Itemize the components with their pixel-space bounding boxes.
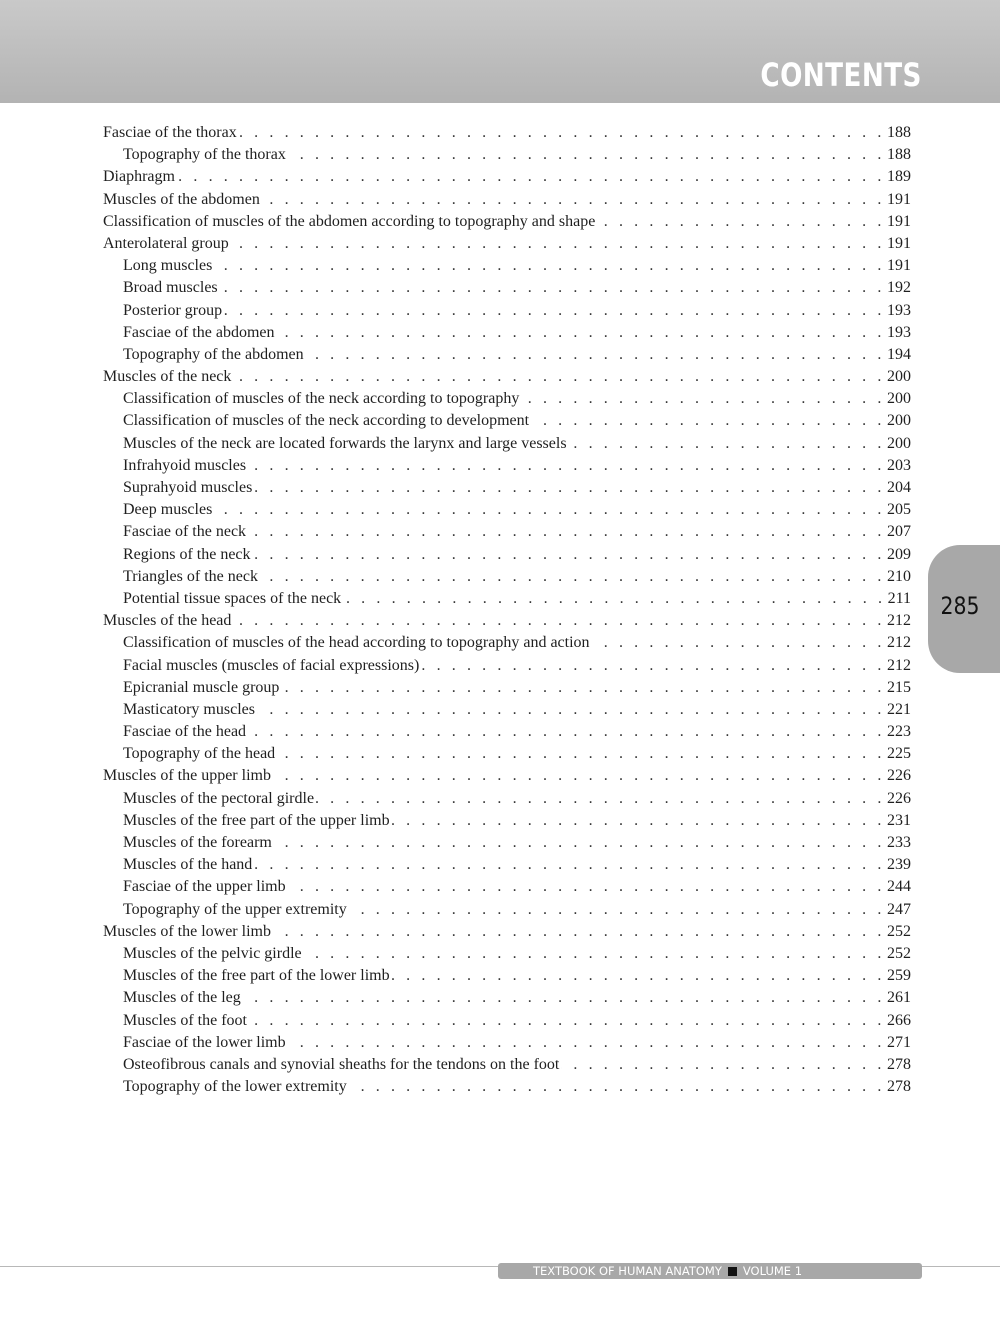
toc-entry [103, 1032, 911, 1054]
toc-entry-page: 221 [887, 700, 911, 718]
toc-dot-leader [274, 832, 885, 854]
toc-dot-leader [253, 544, 885, 566]
toc-entry [103, 189, 911, 211]
toc-dot-leader [288, 1032, 885, 1054]
toc-entry [103, 810, 911, 832]
toc-entry [103, 388, 911, 410]
toc-entry-page: 226 [887, 789, 911, 807]
toc-entry [103, 433, 911, 455]
toc-entry-page: 189 [887, 168, 911, 186]
toc-entry-page: 212 [887, 634, 911, 652]
toc-entry [103, 477, 911, 499]
toc-entry-title: Fasciae of the lower limb [123, 1033, 286, 1051]
toc-entry-page: 223 [887, 723, 911, 741]
toc-dot-leader [260, 566, 885, 588]
toc-entry [103, 899, 911, 921]
toc-entry [103, 921, 911, 943]
toc-entry [103, 300, 911, 322]
toc-dot-leader [214, 499, 885, 521]
toc-dot-leader [262, 189, 885, 211]
toc-entry-title: Muscles of the neck [103, 368, 232, 386]
toc-dot-leader [233, 610, 885, 632]
toc-dot-leader [306, 344, 885, 366]
toc-entry [103, 655, 911, 677]
toc-entry-page: 204 [887, 479, 911, 496]
toc-dot-leader [214, 255, 885, 277]
toc-entry [103, 721, 911, 743]
toc-entry-page: 239 [887, 856, 911, 874]
toc-dot-leader [349, 899, 885, 921]
footer-book-title: TEXTBOOK OF HUMAN ANATOMY [533, 1264, 722, 1278]
toc-entry-title: Muscles of the upper limb [103, 767, 271, 785]
toc-entry [103, 1054, 911, 1076]
toc-entry-page: 191 [887, 234, 911, 252]
toc-dot-leader [569, 433, 885, 455]
toc-entry-page: 212 [887, 612, 911, 630]
toc-entry-page: 192 [887, 279, 911, 297]
toc-dot-leader [392, 965, 885, 987]
toc-entry [103, 832, 911, 854]
toc-entry-page: 205 [887, 501, 911, 519]
toc-entry-title: Fasciae of the upper limb [123, 878, 286, 896]
toc-entry-page: 193 [887, 323, 911, 341]
toc-dot-leader [304, 943, 885, 965]
toc-entry-page: 226 [887, 767, 911, 785]
toc-dot-leader [597, 211, 885, 233]
toc-dot-leader [254, 477, 885, 499]
toc-entry [103, 366, 911, 388]
toc-entry [103, 854, 911, 876]
toc-entry [103, 699, 911, 721]
toc-entry-page: 193 [887, 301, 911, 319]
toc-dot-leader [288, 144, 885, 166]
toc-entry-page: 203 [887, 456, 911, 474]
square-bullet-icon [728, 1267, 737, 1276]
toc-entry [103, 322, 911, 344]
toc-entry [103, 788, 911, 810]
toc-dot-leader [248, 721, 885, 743]
toc-dot-leader [281, 677, 885, 699]
toc-entry [103, 765, 911, 787]
toc-entry-title: Muscles of the pectoral girdle [123, 789, 315, 807]
toc-entry [103, 1010, 911, 1032]
toc-entry-page: 191 [887, 190, 911, 208]
toc-entry [103, 677, 911, 699]
toc-entry-title: Muscles of the pelvic girdle [123, 944, 302, 962]
page-title: CONTENTS [760, 56, 922, 94]
toc-dot-leader [248, 521, 885, 543]
toc-entry-page: 191 [887, 257, 911, 275]
toc-entry [103, 610, 911, 632]
toc-entry-title: Muscles of the abdomen [103, 190, 260, 208]
toc-entry-title: Topography of the thorax [123, 146, 286, 164]
toc-dot-leader [273, 765, 885, 787]
toc-dot-leader [254, 854, 885, 876]
toc-entry-page: 252 [887, 922, 911, 940]
toc-dot-leader [239, 122, 885, 144]
toc-entry-page: 200 [887, 434, 911, 452]
toc-entry-title: Muscles of the free part of the lower limb [123, 967, 390, 985]
toc-entry-title: Infrahyoid muscles [123, 456, 247, 474]
toc-entry-page: 209 [887, 545, 911, 563]
toc-entry-title: Classification of muscles of the neck according to development [123, 412, 530, 430]
toc-entry-page: 207 [887, 523, 911, 541]
toc-dot-leader [561, 1054, 885, 1076]
toc-entry [103, 566, 911, 588]
toc-entry-page: 210 [887, 567, 911, 585]
toc-entry [103, 166, 911, 188]
toc-entry [103, 965, 911, 987]
toc-entry-title: Topography of the lower extremity [123, 1078, 347, 1096]
toc-entry-page: 252 [887, 944, 911, 962]
toc-dot-leader [592, 632, 885, 654]
toc-entry-title: Anterolateral group [103, 234, 229, 252]
toc-entry-title: Topography of the abdomen [123, 345, 304, 363]
toc-dot-leader [273, 921, 885, 943]
toc-entry-title: Deep muscles [123, 501, 213, 519]
toc-entry [103, 344, 911, 366]
toc-entry-title: Classification of muscles of the neck according to topography [123, 390, 520, 408]
toc-entry-title: Diaphragm [103, 168, 175, 186]
toc-entry-page: 200 [887, 368, 911, 386]
toc-entry-title: Fasciae of the abdomen [123, 323, 275, 341]
toc-dot-leader [343, 588, 885, 610]
toc-entry [103, 122, 911, 144]
toc-entry-title: Long muscles [123, 257, 213, 275]
toc-dot-leader [421, 655, 885, 677]
toc-dot-leader [257, 699, 885, 721]
toc-entry-title: Muscles of the hand [123, 856, 253, 874]
toc-entry [103, 1076, 911, 1098]
toc-dot-leader [316, 788, 885, 810]
toc-dot-leader [277, 743, 885, 765]
toc-entry-title: Fasciae of the thorax [103, 124, 237, 141]
toc-entry-page: 211 [887, 589, 911, 607]
toc-entry-title: Muscles of the lower limb [103, 922, 271, 940]
toc-entry [103, 277, 911, 299]
toc-entry-title: Fasciae of the head [123, 723, 247, 741]
toc-dot-leader [277, 322, 886, 344]
toc-entry-title: Muscles of the forearm [123, 834, 272, 851]
toc-entry-page: 261 [887, 989, 911, 1007]
toc-entry-page: 188 [887, 124, 911, 141]
toc-entry-page: 200 [887, 390, 911, 408]
table-of-contents [103, 122, 911, 1098]
toc-entry [103, 588, 911, 610]
toc-entry-page: 191 [887, 212, 911, 230]
toc-entry-page: 194 [887, 345, 911, 363]
toc-entry-page: 215 [887, 678, 911, 696]
toc-entry-title: Topography of the upper extremity [123, 900, 347, 918]
toc-entry-title: Potential tissue spaces of the neck [123, 589, 342, 607]
toc-entry [103, 743, 911, 765]
footer-volume: VOLUME 1 [742, 1264, 803, 1278]
toc-entry [103, 521, 911, 543]
toc-entry-title: Suprahyoid muscles [123, 479, 253, 496]
running-footer [533, 1263, 802, 1279]
toc-entry [103, 144, 911, 166]
toc-entry-page: 247 [887, 900, 911, 918]
toc-entry-title: Muscles of the foot [123, 1011, 247, 1029]
toc-entry-page: 244 [887, 878, 911, 896]
toc-entry-page: 200 [887, 412, 911, 430]
toc-entry-page: 278 [887, 1078, 911, 1096]
toc-entry-title: Classification of muscles of the head according to topography and action [123, 634, 590, 652]
toc-entry-title: Muscles of the free part of the upper limb [123, 811, 390, 829]
toc-entry-page: 233 [887, 834, 911, 851]
toc-entry-title: Muscles of the neck are located forwards the larynx and large vessels [123, 434, 567, 452]
toc-entry-title: Facial muscles (muscles of facial expressions) [123, 656, 420, 674]
toc-entry-title: Osteofibrous canals and synovial sheaths for the tendons on the foot [123, 1055, 560, 1073]
toc-dot-leader [243, 987, 885, 1009]
toc-entry-title: Broad muscles [123, 279, 218, 297]
toc-entry [103, 233, 911, 255]
toc-dot-leader [231, 233, 885, 255]
toc-entry-title: Muscles of the head [103, 612, 232, 630]
toc-entry-title: Posterior group [123, 301, 223, 319]
toc-dot-leader [392, 810, 885, 832]
toc-dot-leader [220, 277, 885, 299]
toc-dot-leader [248, 455, 885, 477]
toc-dot-leader [249, 1010, 885, 1032]
toc-entry-page: 225 [887, 745, 911, 763]
toc-entry-title: Masticatory muscles [123, 700, 255, 718]
toc-entry [103, 544, 911, 566]
toc-entry-page: 231 [887, 811, 911, 829]
toc-entry-title: Muscles of the leg [123, 989, 241, 1007]
toc-entry-title: Topography of the head [123, 745, 276, 763]
toc-entry [103, 455, 911, 477]
toc-entry [103, 987, 911, 1009]
toc-dot-leader [531, 410, 885, 432]
toc-entry-title: Fasciae of the neck [123, 523, 247, 541]
toc-entry-title: Triangles of the neck [123, 567, 258, 585]
toc-dot-leader [288, 876, 885, 898]
toc-dot-leader [177, 166, 885, 188]
toc-entry-page: 212 [887, 656, 911, 674]
toc-entry-page: 259 [887, 967, 911, 985]
toc-entry [103, 632, 911, 654]
toc-entry [103, 943, 911, 965]
toc-entry-title: Regions of the neck [123, 545, 251, 563]
toc-entry [103, 410, 911, 432]
toc-entry-page: 271 [887, 1033, 911, 1051]
toc-entry-title: Classification of muscles of the abdomen according to topography and shape [103, 212, 596, 230]
page-number-tab [928, 545, 1000, 673]
toc-dot-leader [224, 300, 885, 322]
toc-entry-page: 266 [887, 1011, 911, 1029]
toc-entry-page: 278 [887, 1055, 911, 1073]
toc-entry-title: Epicranial muscle group [123, 678, 280, 696]
header-band [0, 0, 1000, 103]
toc-entry [103, 499, 911, 521]
toc-dot-leader [521, 388, 885, 410]
toc-entry [103, 211, 911, 233]
toc-entry [103, 876, 911, 898]
toc-entry-page: 188 [887, 146, 911, 164]
page-number: 285 [940, 592, 980, 620]
toc-dot-leader [233, 366, 885, 388]
toc-dot-leader [349, 1076, 885, 1098]
toc-entry [103, 255, 911, 277]
